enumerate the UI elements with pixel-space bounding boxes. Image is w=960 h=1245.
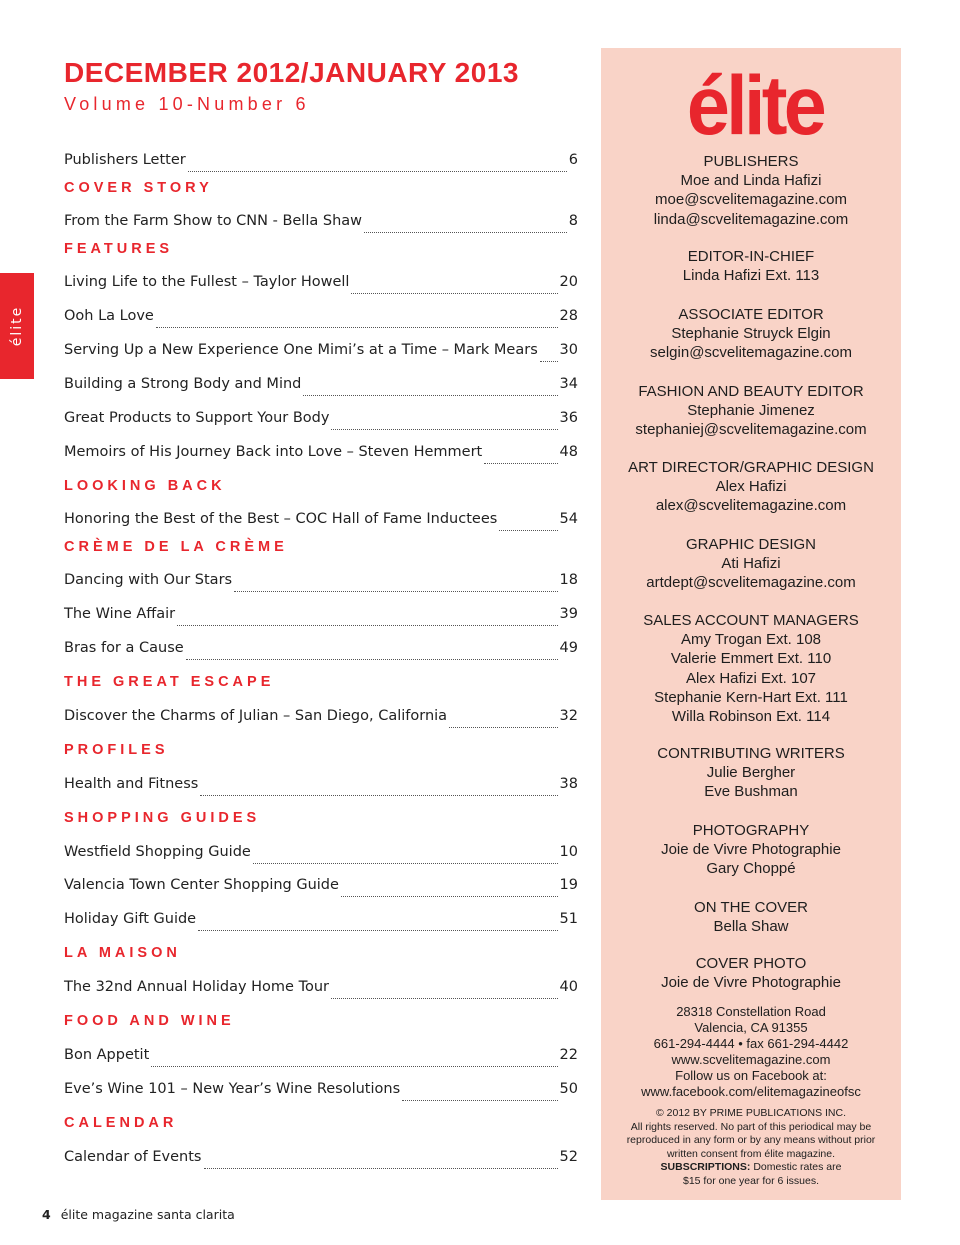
toc-entry-page: 28	[559, 308, 578, 324]
masthead-line: Gary Choppé	[706, 860, 796, 878]
masthead-line: artdept@scvelitemagazine.com	[646, 574, 856, 592]
toc-entry[interactable]	[64, 1149, 578, 1173]
masthead-block	[601, 821, 901, 879]
toc-entry-title: Living Life to the Fullest – Taylor Howell	[64, 274, 350, 290]
toc-entry[interactable]	[64, 511, 578, 535]
dot-leader	[188, 170, 567, 172]
masthead-role: CONTRIBUTING WRITERS	[657, 745, 845, 762]
toc-entry-title: Valencia Town Center Shopping Guide	[64, 877, 339, 893]
masthead-role: COVER PHOTO	[695, 955, 807, 972]
issue-header	[64, 56, 519, 116]
toc-entry[interactable]	[64, 776, 578, 800]
masthead-role: ON THE COVER	[694, 899, 808, 916]
masthead-line: Moe and Linda Hafizi	[680, 172, 822, 190]
section-heading: CRÈME DE LA CRÈME	[64, 539, 288, 555]
masthead-line: Stephanie Struyck Elgin	[671, 325, 831, 343]
toc-entry-title: Honoring the Best of the Best – COC Hall of Fame Inductees	[64, 511, 498, 527]
masthead-line: Joie de Vivre Photographie	[661, 974, 841, 992]
masthead-role: FASHION AND BEAUTY EDITOR	[638, 383, 864, 400]
dot-leader	[540, 360, 558, 362]
toc-entry-page: 39	[559, 606, 578, 622]
masthead-line: Linda Hafizi Ext. 113	[682, 267, 820, 285]
masthead-line: Eve Bushman	[704, 783, 798, 801]
dot-leader	[177, 624, 557, 626]
toc-entry[interactable]	[64, 572, 578, 596]
toc-entry[interactable]	[64, 444, 578, 468]
masthead-line: Bella Shaw	[713, 918, 789, 936]
legal-line: reproduced in any form or by any means without prior	[626, 1134, 876, 1146]
dot-leader	[331, 997, 558, 999]
toc-entry-title: Publishers Letter	[64, 152, 186, 168]
masthead-role: PUBLISHERS	[703, 153, 799, 170]
toc-entry-title: Dancing with Our Stars	[64, 572, 233, 588]
toc-entry-title: The 32nd Annual Holiday Home Tour	[64, 979, 330, 995]
toc-entry-title: Health and Fitness	[64, 776, 199, 792]
section-heading: LOOKING BACK	[64, 478, 226, 494]
toc-entry-page: 30	[559, 342, 578, 358]
toc-entry[interactable]	[64, 979, 578, 1003]
masthead-line: Julie Bergher	[706, 764, 796, 782]
legal-line: All rights reserved. No part of this periodical may be	[630, 1120, 872, 1133]
address-line: Follow us on Facebook at:	[675, 1068, 827, 1083]
page-number: 4	[42, 1207, 51, 1222]
masthead-line: stephaniej@scvelitemagazine.com	[635, 421, 867, 439]
toc-entry-page: 36	[559, 410, 578, 426]
toc-entry[interactable]	[64, 1047, 578, 1071]
masthead-legal	[601, 1107, 901, 1188]
toc-entry[interactable]	[64, 152, 578, 176]
subscriptions-text: Domestic rates are	[753, 1161, 842, 1173]
masthead-role: ART DIRECTOR/GRAPHIC DESIGN	[628, 459, 874, 476]
section-heading: LA MAISON	[64, 945, 181, 961]
section-heading: SHOPPING GUIDES	[64, 810, 261, 826]
masthead-block	[601, 305, 901, 363]
toc-entry-title: Westfield Shopping Guide	[64, 844, 251, 860]
masthead-address	[601, 1004, 901, 1100]
masthead-block	[601, 247, 901, 285]
dot-leader	[364, 231, 567, 233]
toc-entry-title: Holiday Gift Guide	[64, 911, 197, 927]
masthead-line: Stephanie Jimenez	[687, 402, 815, 420]
dot-leader	[449, 726, 557, 728]
masthead-role: EDITOR-IN-CHIEF	[687, 248, 815, 265]
toc-entry-title: The Wine Affair	[64, 606, 176, 622]
dot-leader	[331, 428, 557, 430]
toc-entry[interactable]	[64, 342, 578, 366]
masthead-block	[601, 152, 901, 229]
dot-leader	[151, 1065, 557, 1067]
masthead-panel	[601, 48, 901, 1200]
masthead-line: Valerie Emmert Ext. 110	[670, 650, 832, 668]
masthead-line: moe@scvelitemagazine.com	[655, 191, 847, 209]
address-line: 661-294-4444 • fax 661-294-4442	[653, 1036, 849, 1051]
section-heading: COVER STORY	[64, 180, 213, 196]
toc-entry-title: Great Products to Support Your Body	[64, 410, 330, 426]
side-tab	[0, 273, 34, 379]
masthead-line: alex@scvelitemagazine.com	[655, 497, 847, 515]
dot-leader	[484, 462, 557, 464]
toc-entry[interactable]	[64, 1081, 578, 1105]
dot-leader	[234, 590, 557, 592]
toc-entry-page: 32	[559, 708, 578, 724]
dot-leader	[156, 326, 558, 328]
masthead-line: Ati Hafizi	[721, 555, 781, 573]
masthead-line: Willa Robinson Ext. 114	[671, 708, 831, 726]
section-heading: PROFILES	[64, 742, 169, 758]
issue-date-title: DECEMBER 2012/JANUARY 2013	[64, 57, 519, 88]
masthead-line: Alex Hafizi	[715, 478, 787, 496]
logo-text: élite	[686, 59, 824, 140]
dot-leader	[200, 794, 557, 796]
dot-leader	[204, 1167, 558, 1169]
toc-entry-page: 51	[559, 911, 578, 927]
masthead-role: SALES ACCOUNT MANAGERS	[643, 612, 859, 629]
toc-entry-title: Eve’s Wine 101 – New Year’s Wine Resolutions	[64, 1081, 401, 1097]
toc-entry-title: Serving Up a New Experience One Mimi’s at a Time – Mark Mears	[64, 342, 538, 358]
masthead-block	[601, 954, 901, 992]
toc-entry-title: Building a Strong Body and Mind	[64, 376, 302, 392]
toc-entry-page: 34	[559, 376, 578, 392]
toc-entry-title: Ooh La Love	[64, 308, 154, 324]
masthead-line: selgin@scvelitemagazine.com	[650, 344, 852, 362]
toc-entry[interactable]	[64, 606, 578, 630]
dot-leader	[499, 529, 557, 531]
section-heading: THE GREAT ESCAPE	[64, 674, 275, 690]
masthead-line: Joie de Vivre Photographie	[661, 841, 841, 859]
dot-leader	[402, 1099, 557, 1101]
masthead-block	[601, 898, 901, 936]
toc-entry-title: Memoirs of His Journey Back into Love – Steven Hemmert	[64, 444, 483, 460]
issue-volume: Volume 10-Number 6	[64, 94, 310, 114]
toc-entry[interactable]	[64, 640, 578, 664]
toc-entry[interactable]	[64, 844, 578, 868]
toc-entry-page: 38	[559, 776, 578, 792]
toc-entry-page: 19	[559, 877, 578, 893]
masthead-block	[601, 535, 901, 593]
dot-leader	[186, 658, 558, 660]
masthead-role: PHOTOGRAPHY	[692, 822, 810, 839]
masthead-line: Amy Trogan Ext. 108	[680, 631, 822, 649]
toc-entry-page: 50	[559, 1081, 578, 1097]
masthead-line: Stephanie Kern-Hart Ext. 111	[654, 688, 848, 706]
legal-line: written consent from élite magazine.	[666, 1147, 836, 1160]
toc-entry[interactable]	[64, 213, 578, 237]
toc-entry[interactable]	[64, 274, 578, 298]
dot-leader	[341, 895, 558, 897]
address-line: 28318 Constellation Road	[676, 1004, 826, 1019]
masthead-line: Alex Hafizi Ext. 107	[685, 669, 817, 687]
toc-entry-page: 10	[559, 844, 578, 860]
toc-entry-page: 22	[559, 1047, 578, 1063]
masthead-block	[601, 611, 901, 726]
toc-entry-page: 18	[559, 572, 578, 588]
toc-entry-page: 52	[559, 1149, 578, 1165]
toc-entry-page: 6	[568, 152, 578, 168]
section-heading: FEATURES	[64, 241, 174, 257]
address-line: Valencia, CA 91355	[694, 1020, 808, 1035]
section-heading: FOOD AND WINE	[64, 1013, 235, 1029]
toc-entry[interactable]	[64, 410, 578, 434]
toc-entry-title: Calendar of Events	[64, 1149, 202, 1165]
toc-entry-page: 8	[568, 213, 578, 229]
footer-publication: élite magazine santa clarita	[60, 1207, 235, 1222]
side-tab-label: élite	[9, 305, 25, 347]
toc-entry[interactable]	[64, 877, 578, 901]
masthead-line: linda@scvelitemagazine.com	[653, 210, 849, 228]
address-line: www.facebook.com/elitemagazineofsc	[641, 1084, 861, 1099]
dot-leader	[253, 862, 558, 864]
toc-entry-title: Bras for a Cause	[64, 640, 184, 656]
subscriptions-line	[601, 1161, 901, 1175]
page-footer	[42, 1207, 235, 1222]
section-heading: CALENDAR	[64, 1115, 178, 1131]
dot-leader	[198, 929, 557, 931]
toc-entry-page: 40	[559, 979, 578, 995]
toc-entry-title: Bon Appetit	[64, 1047, 150, 1063]
toc-entry-title: Discover the Charms of Julian – San Diego, California	[64, 708, 448, 724]
subscriptions-rate: $15 for one year for 6 issues.	[683, 1174, 819, 1187]
toc-entry[interactable]	[64, 308, 578, 332]
toc-entry[interactable]	[64, 911, 578, 935]
dot-leader	[351, 292, 557, 294]
masthead-role: ASSOCIATE EDITOR	[678, 306, 824, 323]
masthead-block	[601, 458, 901, 516]
toc-entry[interactable]	[64, 376, 578, 400]
subscriptions-label: SUBSCRIPTIONS:	[660, 1161, 751, 1173]
toc-entry-title: From the Farm Show to CNN - Bella Shaw	[64, 213, 363, 229]
toc-entry-page: 49	[559, 640, 578, 656]
masthead-block	[601, 382, 901, 440]
dot-leader	[303, 394, 557, 396]
toc-entry-page: 20	[559, 274, 578, 290]
legal-line: © 2012 BY PRIME PUBLICATIONS INC.	[656, 1107, 846, 1119]
elite-logo	[601, 54, 901, 140]
address-line: www.scvelitemagazine.com	[671, 1052, 831, 1067]
toc-entry-page: 54	[559, 511, 578, 527]
toc-entry-page: 48	[559, 444, 578, 460]
masthead-role: GRAPHIC DESIGN	[685, 536, 817, 553]
masthead-block	[601, 744, 901, 802]
toc-entry[interactable]	[64, 708, 578, 732]
